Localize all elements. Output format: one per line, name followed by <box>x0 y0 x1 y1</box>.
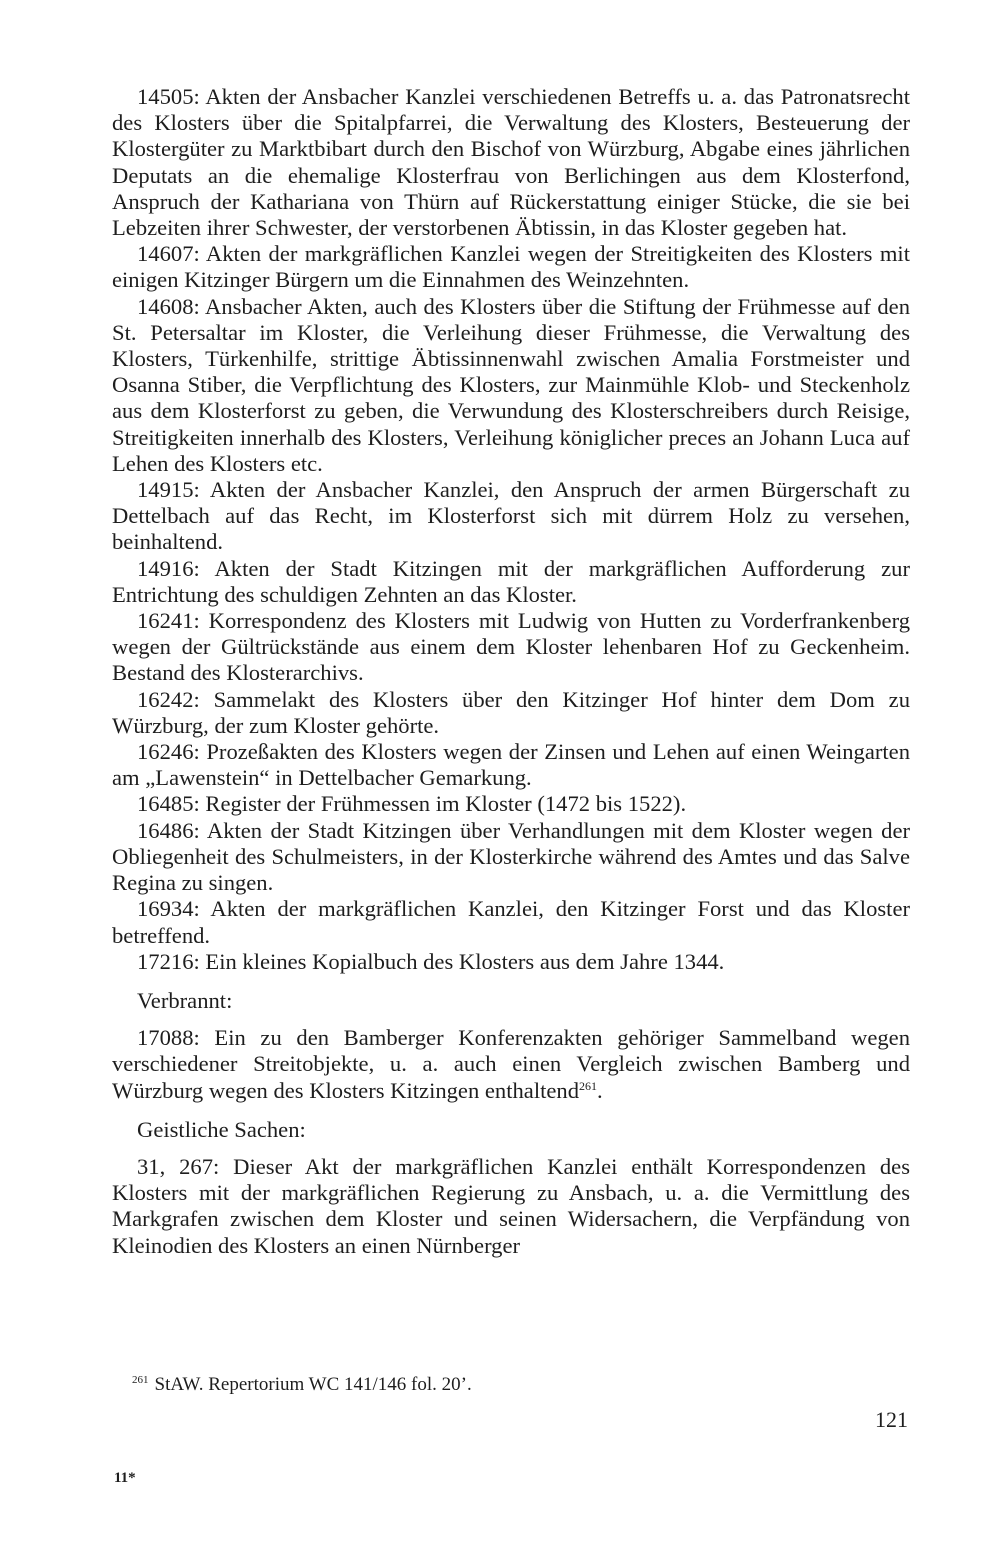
footnote <box>132 1374 472 1396</box>
section-heading-geistliche-sachen: Geistliche Sachen: <box>137 1116 306 1142</box>
printer-signature-mark: 11* <box>114 1470 136 1486</box>
entry-17088-text: 17088: Ein zu den Bamberger Konferenzakten gehöriger Sammelband wegen verschiedener Streitobjekte, u. a. auch einen Vergleich zwischen Bamberg und Würzburg wegen des Klosters Kitzingen enthaltend <box>112 1025 910 1103</box>
footnote-reference: 261 <box>579 1078 598 1093</box>
page-body <box>112 84 910 1259</box>
entry-14915: 14915: Akten der Ansbacher Kanzlei, den Anspruch der armen Bürgerschaft zu Dettelbach auf das Recht, im Klosterforst sich mit dürrem Holz zu versehen, beinhaltend. <box>112 477 910 555</box>
entry-16934: 16934: Akten der markgräflichen Kanzlei, den Kitzinger Forst und das Kloster betreffend. <box>112 896 910 948</box>
entry-14505: 14505: Akten der Ansbacher Kanzlei verschiedenen Betreffs u. a. das Patronatsrecht des Klosters über die Spitalpfarrei, die Verwaltung des Klosters, Besteuerung der Klostergüter zu Marktbibart durch den Bischof von Würzburg, Abgabe eines jährlichen Deputats an die ehemalige Klosterfrau von Berlichingen aus dem Klosterfond, Anspruch der Kathariana von Thürn auf Rückerstattung einiger Stücke, die sie bei Lebzeiten ihrer Schwester, der verstorbenen Äbtissin, in das Kloster gegeben hat. <box>112 84 910 241</box>
footnote-text: StAW. Repertorium WC 141/146 fol. 20’. <box>154 1374 472 1395</box>
entry-31267: 31, 267: Dieser Akt der markgräflichen Kanzlei enthält Korrespondenzen des Klosters mit der markgräflichen Regierung zu Ansbach, u. a. die Vermittlung des Markgrafen zwischen dem Kloster und seinen Widersachern, die Verpfändung von Kleinodien des Klosters an einen Nürnberger <box>112 1153 910 1258</box>
entry-16241: 16241: Korrespondenz des Klosters mit Ludwig von Hutten zu Vorderfrankenberg wegen der Gültrückstände aus einem dem Kloster lehenbaren Hof zu Geckenheim. Bestand des Klosterarchivs. <box>112 608 910 686</box>
footnote-number: 261 <box>132 1374 149 1386</box>
entry-17216: 17216: Ein kleines Kopialbuch des Klosters aus dem Jahre 1344. <box>137 948 725 974</box>
section-heading-verbrannt: Verbrannt: <box>137 987 233 1013</box>
entry-16486: 16486: Akten der Stadt Kitzingen über Verhandlungen mit dem Kloster wegen der Obliegenheit des Schulmeisters, in der Klosterkirche während des Amtes und das Salve Regina zu singen. <box>112 817 910 896</box>
entry-16246: 16246: Prozeßakten des Klosters wegen der Zinsen und Lehen auf einen Weingarten am „Lawenstein“ in Dettelbacher Gemarkung. <box>112 739 910 791</box>
entry-14916: 14916: Akten der Stadt Kitzingen mit der markgräflichen Aufforderung zur Entrichtung des schuldigen Zehnten an das Kloster. <box>112 555 910 607</box>
page-number: 121 <box>875 1407 908 1432</box>
entry-14608: 14608: Ansbacher Akten, auch des Klosters über die Stiftung der Frühmesse auf den St. Petersaltar im Kloster, die Verleihung dieser Frühmesse, die Verwaltung des Klosters, Türkenhilfe, strittige Äbtissinnenwahl zwischen Amalia Forstmeister und Osanna Stiber, die Verpflichtung des Klosters, zur Mainmühle Klob- und Steckenholz aus dem Klosterforst zu geben, die Verwundung des Klosterschreibers durch Reisige, Streitigkeiten innerhalb des Klosters, Verleihung königlicher preces an Johann Luca auf Lehen des Klosters etc. <box>112 293 910 476</box>
entry-16485: 16485: Register der Frühmessen im Kloster (1472 bis 1522). <box>137 791 687 817</box>
entry-17088-period: . <box>597 1077 603 1103</box>
entry-17088 <box>112 1025 910 1104</box>
entry-16242: 16242: Sammelakt des Klosters über den Kitzinger Hof hinter dem Dom zu Würzburg, der zum Kloster gehörte. <box>112 686 910 738</box>
entry-14607: 14607: Akten der markgräflichen Kanzlei wegen der Streitigkeiten des Klosters mit einigen Kitzinger Bürgern um die Einnahmen des Weinzehnten. <box>112 241 910 293</box>
